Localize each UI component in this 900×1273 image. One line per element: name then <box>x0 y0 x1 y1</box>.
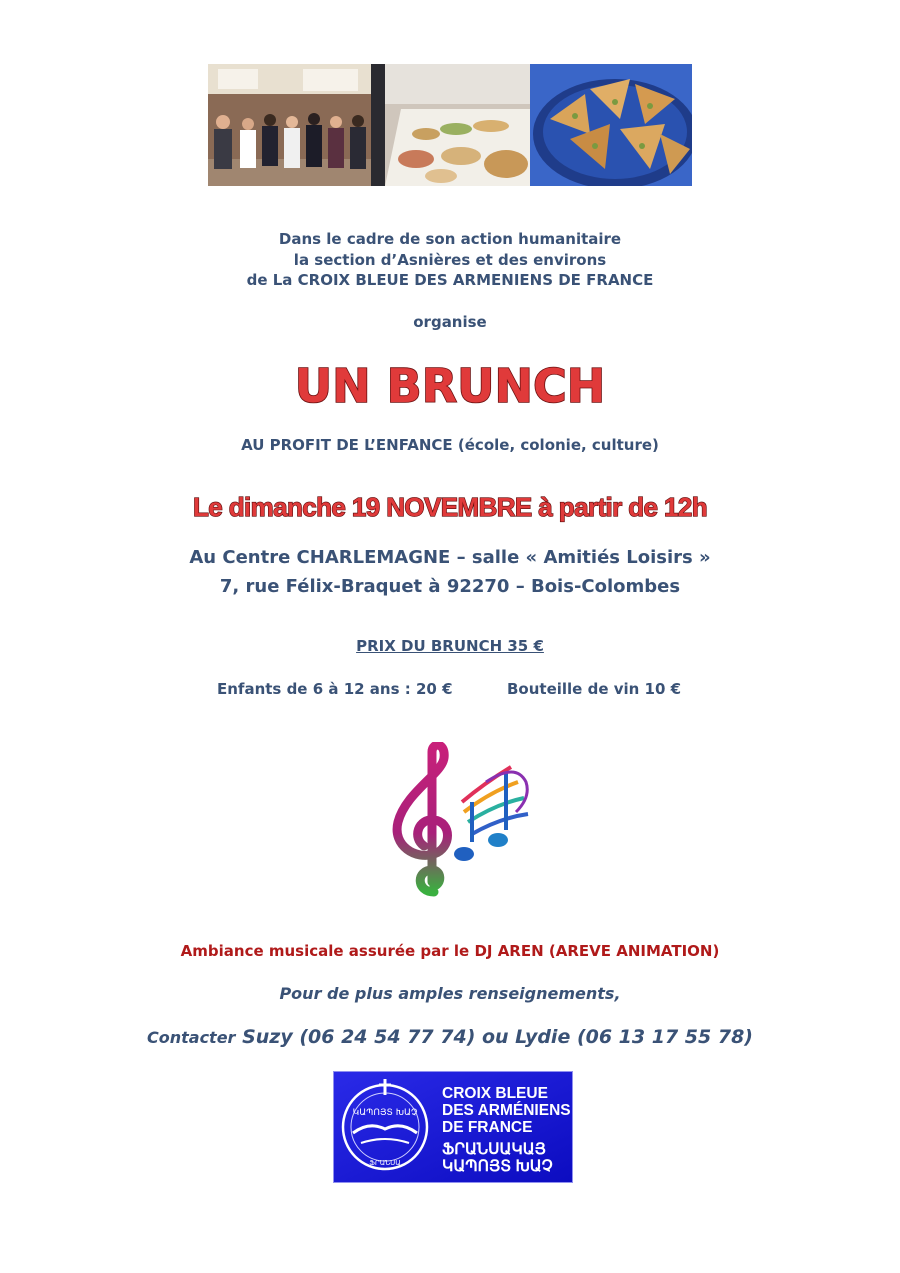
logo-seal-bottom: ՖՐԱՆՍԱ <box>369 1159 401 1167</box>
intro-text <box>0 229 900 291</box>
contact-line <box>0 1026 900 1048</box>
intro-line: de La CROIX BLEUE DES ARMENIENS DE FRANCE <box>246 271 654 289</box>
intro-line: Dans le cadre de son action humanitaire <box>278 230 622 248</box>
baklava-plate-photo <box>530 64 692 186</box>
croix-bleue-logo <box>333 1071 573 1183</box>
event-address <box>0 543 900 601</box>
intro-line: la section d’Asnières et des environs <box>293 250 607 269</box>
logo-line: DES ARMÉNIENS <box>442 1102 571 1119</box>
buffet-table-photo <box>371 64 530 186</box>
contact-prefix: Contacter <box>147 1028 236 1047</box>
children-price: Enfants de 6 à 12 ans : 20 € <box>217 680 453 698</box>
event-title <box>270 352 630 418</box>
logo-armenian-line: ՖՐԱՆՍԱԿԱՅ <box>442 1141 546 1158</box>
profit-text: AU PROFIT DE L’ENFANCE (école, colonie, culture) <box>241 436 659 454</box>
event-title-text: UN BRUNCH <box>294 359 606 413</box>
brunch-price: PRIX DU BRUNCH 35 € <box>356 637 544 655</box>
contact-names: Suzy (06 24 54 77 74) ou Lydie (06 13 17 55 78) <box>242 1026 753 1048</box>
music-notes-icon <box>386 742 546 902</box>
logo-line: DE FRANCE <box>442 1119 533 1136</box>
event-date <box>150 488 750 528</box>
wine-price: Bouteille de vin 10 € <box>507 680 682 698</box>
info-text: Pour de plus amples renseignements, <box>279 984 621 1003</box>
music-info: Ambiance musicale assurée par le DJ AREN (AREVE ANIMATION) <box>180 942 720 960</box>
event-date-text: Le dimanche 19 NOVEMBRE à partir de 12h <box>192 492 708 522</box>
logo-line: CROIX BLEUE <box>442 1085 548 1102</box>
photo-banner <box>208 64 692 186</box>
party-dancing-photo <box>208 64 371 186</box>
logo-armenian-line: ԿԱՊՈՅՏ ԽԱՉ <box>442 1158 553 1175</box>
address-line: 7, rue Félix-Braquet à 92270 – Bois-Colombes <box>219 576 681 597</box>
logo-seal-text: ԿԱՊՈՅՏ ԽԱՉ <box>352 1108 418 1118</box>
organise-text: organise <box>413 313 487 331</box>
address-line: Au Centre CHARLEMAGNE – salle « Amitiés Loisirs » <box>189 547 711 568</box>
